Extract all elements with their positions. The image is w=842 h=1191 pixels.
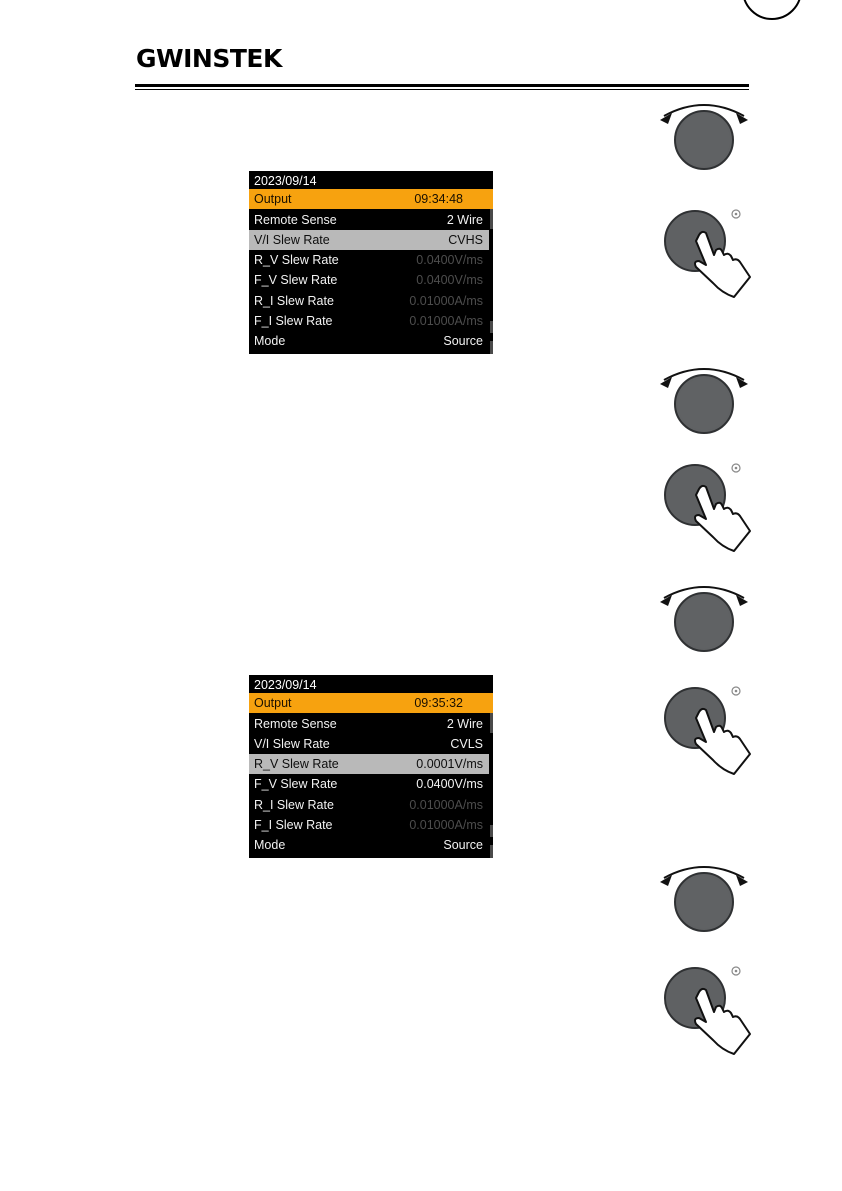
- scrollbar[interactable]: [490, 321, 493, 333]
- scrollbar[interactable]: [490, 845, 493, 858]
- menu-label: Remote Sense: [254, 212, 337, 227]
- menu-value: 2 Wire: [446, 212, 483, 227]
- menu-label: V/I Slew Rate: [254, 736, 330, 751]
- menu-label: F_I Slew Rate: [254, 314, 333, 328]
- menu-value: 0.0400V/ms: [416, 273, 483, 288]
- menu-label: F_V Slew Rate: [254, 777, 338, 792]
- menu-row-mode[interactable]: [249, 835, 489, 855]
- header-rule: [135, 84, 749, 87]
- menu-value: CVHS: [448, 232, 483, 247]
- menu-label: R_I Slew Rate: [254, 293, 334, 308]
- menu-value: 09:34:48: [414, 192, 463, 206]
- menu-label: Output: [254, 696, 292, 710]
- menu-label: Remote Sense: [254, 716, 337, 731]
- rotate-knob-icon: [658, 578, 750, 678]
- menu-row-rv-slew-rate[interactable]: [249, 754, 489, 774]
- menu-row-fi-slew-rate[interactable]: [249, 815, 489, 835]
- menu-row-rv-slew-rate[interactable]: [249, 250, 489, 270]
- scrollbar[interactable]: [490, 341, 493, 354]
- menu-row-remote-sense[interactable]: [249, 210, 489, 230]
- menu-row-ri-slew-rate[interactable]: [249, 795, 489, 815]
- lcd-screen-2: [249, 675, 493, 858]
- menu-label: Output: [254, 192, 292, 206]
- menu-label: F_V Slew Rate: [254, 273, 338, 288]
- rotate-knob-icon: [658, 360, 750, 460]
- menu-label: Mode: [254, 334, 286, 349]
- menu-value: 0.0001V/ms: [416, 757, 483, 772]
- menu-row-fv-slew-rate[interactable]: [249, 774, 489, 794]
- gwinstek-logo: GWINSTEK: [136, 44, 282, 73]
- menu-label: R_V Slew Rate: [254, 757, 339, 772]
- menu-value: 0.01000A/ms: [409, 797, 483, 812]
- scrollbar[interactable]: [490, 713, 493, 733]
- lcd-screen-1: [249, 171, 493, 354]
- menu-row-fi-slew-rate[interactable]: [249, 311, 489, 331]
- menu-row-ri-slew-rate[interactable]: [249, 291, 489, 311]
- rotate-knob-icon: [658, 96, 750, 196]
- menu-value: 0.0400V/ms: [416, 777, 483, 792]
- menu-row-remote-sense[interactable]: [249, 714, 489, 734]
- press-knob-icon: [658, 682, 750, 782]
- screen-date: 2023/09/14: [254, 174, 317, 188]
- menu-value: 0.01000A/ms: [409, 314, 483, 328]
- rotate-knob-icon: [658, 858, 750, 958]
- screen-date: 2023/09/14: [254, 678, 317, 692]
- menu-value: 0.0400V/ms: [416, 253, 483, 268]
- menu-value: 0.01000A/ms: [409, 293, 483, 308]
- menu-value: CVLS: [450, 736, 483, 751]
- menu-row-vi-slew-rate[interactable]: [249, 230, 489, 250]
- scrollbar[interactable]: [490, 209, 493, 229]
- menu-value: 09:35:32: [414, 696, 463, 710]
- menu-label: F_I Slew Rate: [254, 818, 333, 832]
- press-knob-icon: [658, 962, 750, 1062]
- menu-row-mode[interactable]: [249, 331, 489, 351]
- menu-value: Source: [443, 334, 483, 349]
- menu-row-output[interactable]: [249, 189, 493, 209]
- menu-row-vi-slew-rate[interactable]: [249, 734, 489, 754]
- menu-row-fv-slew-rate[interactable]: [249, 270, 489, 290]
- menu-value: 2 Wire: [446, 716, 483, 731]
- menu-label: V/I Slew Rate: [254, 232, 330, 247]
- page-corner-mark: [742, 0, 802, 20]
- menu-label: R_I Slew Rate: [254, 797, 334, 812]
- menu-label: Mode: [254, 838, 286, 853]
- menu-value: 0.01000A/ms: [409, 818, 483, 832]
- menu-label: R_V Slew Rate: [254, 253, 339, 268]
- menu-value: Source: [443, 838, 483, 853]
- press-knob-icon: [658, 459, 750, 559]
- scrollbar[interactable]: [490, 825, 493, 837]
- press-knob-icon: [658, 205, 750, 305]
- menu-row-output[interactable]: [249, 693, 493, 713]
- header-rule-thin: [135, 89, 749, 90]
